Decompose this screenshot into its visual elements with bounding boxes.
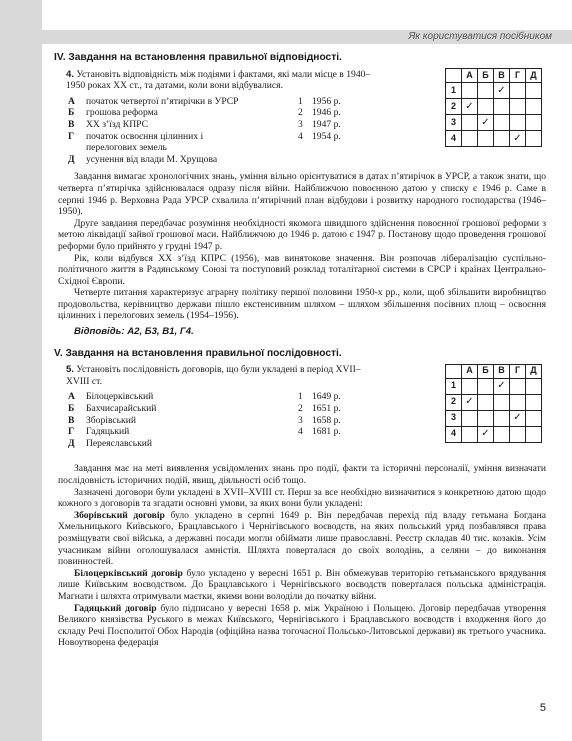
check-mark-icon: ✓	[478, 115, 494, 131]
option-b: Б Бахчисарайський	[68, 403, 157, 415]
paragraph: Зазначені договори були укладені в XVII–XVIII ст. Перш за все необхідно визначитися з конкретною датою щодо кожного з договорів та згадати основні умови, за яких вони були укладені:	[58, 486, 546, 510]
grid-column-header: Б	[478, 69, 494, 83]
grid-cell	[526, 378, 542, 394]
option-4: 4 1681 р.	[298, 426, 341, 438]
grid-column-header: В	[494, 364, 510, 378]
grid-column-header: Г	[510, 364, 526, 378]
paragraph: Рік, коли відбувся XX з’їзд КПРС (1956), мав винятокове значення. Він розпочав лібералізацію суспільно-політичного життя в Радянському Союзі та поступовий розклад тоталітарної системи в СРСР і країнах Центрально-Східної Європи.	[58, 252, 546, 287]
grid-cell	[510, 83, 526, 99]
left-margin-band	[0, 0, 42, 741]
option-a: А Білоцерківський	[68, 391, 154, 403]
answer-grid-4	[445, 68, 542, 147]
grid-row-header: 4	[446, 426, 462, 442]
option-a: А початок четвертої п’ятирічки в УРСР	[68, 95, 239, 107]
task-5-left-column	[58, 391, 298, 449]
task-4-right-column	[298, 96, 378, 166]
page-number: 5	[539, 702, 546, 714]
task-4-left-column	[58, 96, 298, 166]
grid-cell	[510, 394, 526, 410]
grid-cell	[494, 99, 510, 115]
paragraph-hadiach: Гадяцький договір було підписано у вересні 1658 р. між Україною і Польщею. Договір передбачав утворення Великого князівства Руського в межах Київського, Чернігівського і Брацлавського воєводств і входження його до складу Речі Посполитої Обох Народів (офіційна назва тогочасної Польсько-Литовської держави) як третього учасника. Новоутворена федерація	[58, 602, 546, 649]
grid-row-header: 3	[446, 410, 462, 426]
grid-cell	[526, 115, 542, 131]
grid-cell	[494, 115, 510, 131]
check-mark-icon: ✓	[462, 99, 478, 115]
running-header: Як користуватися посібником	[408, 31, 552, 42]
grid-cell	[510, 378, 526, 394]
grid-cell	[494, 426, 510, 442]
paragraph-bila-tserkva: Білоцерківський договір було укладено у вересні 1651 р. Він обмежував територію гетьманського врядування лише Київським воєводством. До Брацлавського і Чернігівського воєводств поверталася польська адміністрація. Магнати і шляхта отримували маєтки, якими вони володіли до початку війни.	[58, 567, 546, 602]
task-5-right-column	[298, 391, 378, 449]
page-content	[54, 52, 546, 649]
grid-cell	[510, 99, 526, 115]
grid-column-header: В	[494, 69, 510, 83]
option-3: 3 1658 р.	[298, 414, 341, 426]
paragraph: Друге завдання передбачає розуміння необхідності якомога швидшого здійснення повоєнної грошової реформи з метою ліквідації зайвої грошової маси. Найближчою до 1946 р. датою є 1947 р. Постанову щодо проведення грошової реформи було прийнято у грудні 1947 р.	[58, 217, 546, 252]
grid-cell	[526, 426, 542, 442]
check-mark-icon: ✓	[478, 426, 494, 442]
grid-column-header: Г	[510, 69, 526, 83]
section-iv-title: IV. Завдання на встановлення правильної відповідності.	[54, 52, 342, 63]
grid-cell	[510, 115, 526, 131]
grid-column-header: А	[462, 364, 478, 378]
grid-cell	[526, 410, 542, 426]
grid-row-header: 1	[446, 378, 462, 394]
task-5-question: 5. Установіть послідовність договорів, що були укладені в період XVII–XVIII ст.	[66, 364, 361, 387]
check-mark-icon: ✓	[494, 378, 510, 394]
grid-cell	[462, 378, 478, 394]
option-2: 2 1651 р.	[298, 403, 341, 415]
option-1: 1 1956 р.	[298, 95, 341, 107]
option-3: 3 1947 р.	[298, 118, 341, 130]
section-v	[54, 347, 546, 450]
grid-cell	[462, 115, 478, 131]
grid-cell	[462, 410, 478, 426]
option-b: Б грошова реформа	[68, 107, 158, 119]
grid-column-header: Д	[526, 69, 542, 83]
grid-cell	[478, 83, 494, 99]
grid-corner	[446, 69, 462, 83]
grid-row-header: 3	[446, 115, 462, 131]
grid-cell	[510, 426, 526, 442]
option-d: Д Переяславський	[68, 437, 152, 449]
check-mark-icon: ✓	[494, 83, 510, 99]
section-v-title: V. Завдання на встановлення правильної послідовності.	[54, 347, 342, 359]
grid-cell	[494, 394, 510, 410]
answer-grid-5	[445, 364, 542, 443]
grid-cell	[478, 394, 494, 410]
grid-cell	[462, 426, 478, 442]
grid-cell	[478, 410, 494, 426]
grid-cell	[478, 131, 494, 147]
grid-cell	[526, 394, 542, 410]
option-v: В XX з’їзд КПРС	[68, 118, 148, 130]
option-g: Г початок освоєння цілинних і перелогових земель	[68, 130, 204, 154]
grid-cell	[462, 131, 478, 147]
option-4: 4 1954 р.	[298, 130, 341, 142]
grid-row-header: 4	[446, 131, 462, 147]
grid-cell	[526, 83, 542, 99]
grid-cell	[494, 410, 510, 426]
grid-cell	[478, 378, 494, 394]
paragraph-zboriv: Зборівський договір було укладено в серпні 1649 р. Він передбачав перехід під владу гетьмана Богдана Хмельницького Київського, Брацлавського і Чернігівського воєводств, на яких польський уряд позбавлявся права розміщувати свої війська, а державні посади могли обіймати лише православні. Реєстр складав 40 тис. козаків. Усім учасникам війни оголошувалася амністія. Шляхта поверталася до своїх володінь, а селяни – до виконання повинностей.	[58, 509, 546, 568]
option-g: Г Гадяцький	[68, 426, 130, 438]
check-mark-icon: ✓	[510, 410, 526, 426]
grid-column-header: А	[462, 69, 478, 83]
grid-row-header: 2	[446, 99, 462, 115]
grid-cell	[478, 99, 494, 115]
grid-row-header: 2	[446, 394, 462, 410]
paragraph: Четверте питання характеризує аграрну політику першої половини 1950-х рр., коли, щоб збільшити виробництво продовольства, керівництво держави пішло екстенсивним шляхом – шляхом збільшення посівних площ – освоєння цілинних і перелогових земель (1954–1956).	[58, 287, 546, 322]
option-2: 2 1946 р.	[298, 107, 341, 119]
paragraph: Завдання вимагає хронологічних знань, уміння вільно орієнтуватися в датах п’ятирічок в УРСР, а також знати, що четверта п’ятирічка здійснювалася одразу після війни. Найближчою повоєнною датою у списку є 1946 р. Саме в серпні 1946 р. Верховна Рада УРСР схвалила п’ятирічний план відбудови і розвитку народного господарства (1946–1950).	[58, 171, 546, 218]
grid-column-header: Б	[478, 364, 494, 378]
grid-row-header: 1	[446, 83, 462, 99]
grid-cell	[526, 99, 542, 115]
option-d: Д усунення від влади М. Хрущова	[68, 153, 218, 165]
section-iv	[54, 52, 546, 165]
grid-corner	[446, 364, 462, 378]
task-4-question: 4. Установіть відповідність між подіями і фактами, які мали місце в 1940–1950 роках XX ст., та датами, коли вони відбувалися.	[66, 68, 371, 92]
option-1: 1 1649 р.	[298, 391, 341, 403]
grid-cell	[494, 131, 510, 147]
option-v: В Зборівський	[68, 414, 136, 426]
check-mark-icon: ✓	[462, 394, 478, 410]
answer-line: Відповідь: А2, Б3, В1, Г4.	[74, 326, 194, 338]
check-mark-icon: ✓	[510, 131, 526, 147]
grid-cell	[462, 83, 478, 99]
paragraph: Завдання має на меті виявлення усвідомлених знань про події, факти та історичні персоналії, уміння визначати послідовність історичних подій, явищ, діяльності осіб тощо.	[58, 463, 546, 486]
grid-column-header: Д	[526, 364, 542, 378]
grid-cell	[526, 131, 542, 147]
